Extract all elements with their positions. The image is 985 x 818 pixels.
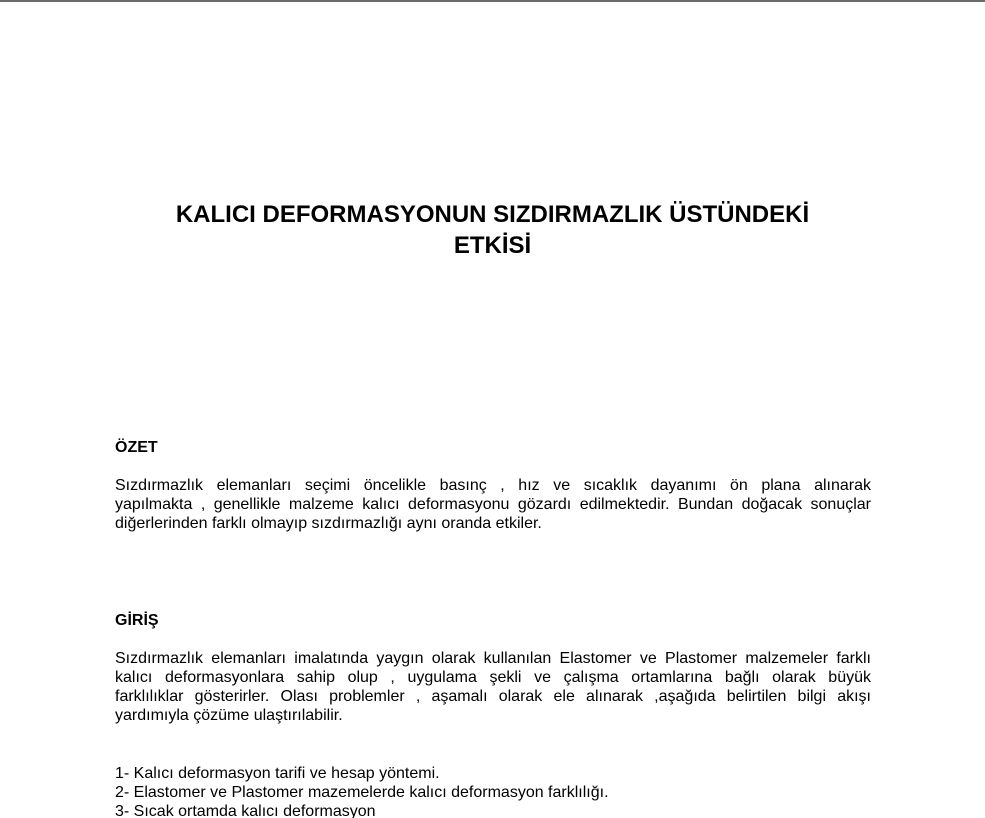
- list-item: 1- Kalıcı deformasyon tarifi ve hesap yöntemi.: [115, 765, 440, 782]
- list-item: 2- Elastomer ve Plastomer mazemelerde kalıcı deformasyon farklılığı.: [115, 784, 609, 801]
- giris-line-1: Sızdırmazlık elemanları imalatında yaygın olarak kullanılan Elastomer ve Plastomer malzemeler farklı: [115, 650, 871, 667]
- ozet-line-2: yapılmakta , genellikle malzeme kalıcı deformasyonu gözardı edilmektedir. Bundan doğacak sonuçlar: [115, 496, 871, 513]
- list-item: 3- Sıcak ortamda kalıcı deformasyon: [115, 803, 376, 818]
- topic-list: [115, 764, 609, 818]
- giris-line-4: yardımıyla çözüme ulaştırılabilir.: [115, 707, 343, 724]
- title-line-1: KALICI DEFORMASYONUN SIZDIRMAZLIK ÜSTÜNDEKİ: [175, 201, 810, 228]
- ozet-line-3: diğerlerinden farklı olmayıp sızdırmazlığı aynı oranda etkiler.: [115, 515, 542, 532]
- giris-line-3: farklılıklar gösterirler. Olası problemler , aşamalı olarak ele alınarak ,aşağıda belirtilen bilgi akışı: [115, 688, 871, 705]
- giris-line-2: kalıcı deformasyonlara sahip olup , uygulama şekli ve çalışma ortamlarına bağlı olarak büyük: [115, 669, 871, 686]
- ozet-line-1: Sızdırmazlık elemanları seçimi öncelikle basınç , hız ve sıcaklık dayanımı ön plana alınarak: [115, 477, 871, 494]
- title-line-2: ETKİSİ: [453, 232, 532, 259]
- ozet-heading: ÖZET: [115, 439, 158, 456]
- giris-heading: GİRİŞ: [115, 612, 159, 629]
- document-title: [100, 199, 885, 261]
- giris-paragraph: [115, 649, 871, 725]
- ozet-paragraph: [115, 476, 871, 533]
